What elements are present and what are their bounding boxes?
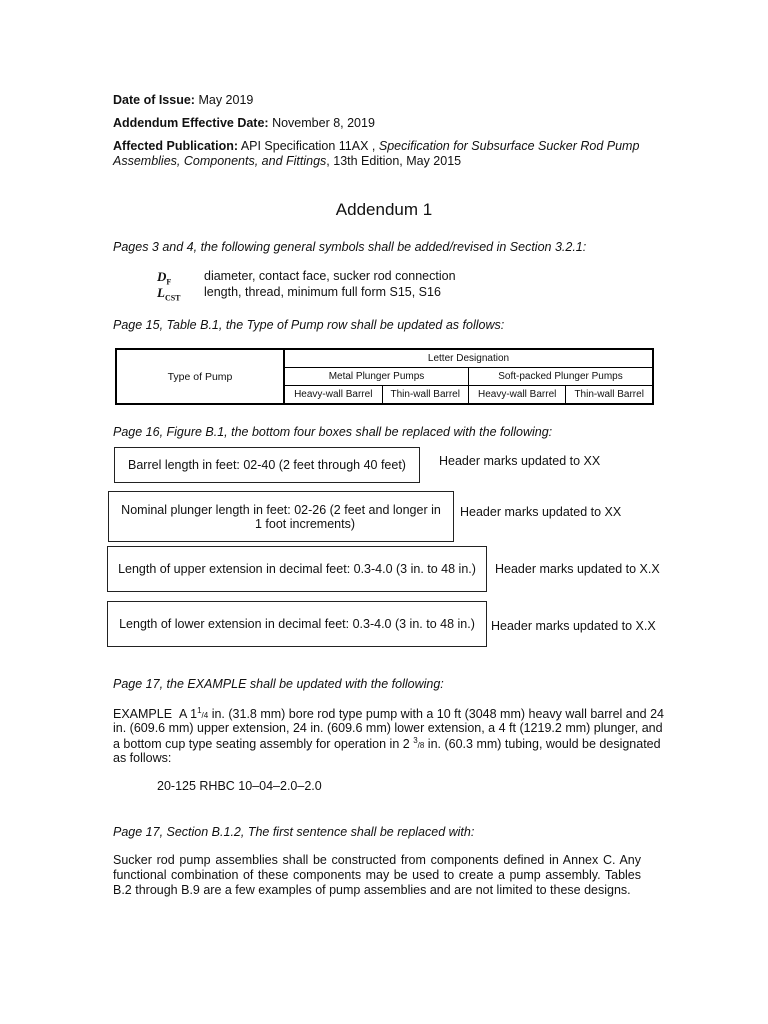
section-text: Sucker rod pump assemblies shall be constructed from components defined in Annex C. Any functional combination of these components may be used to create a pump assembly. Tables B.2 through B.9 are a few examples of pump assemblies and are not limited to these designs. bbox=[113, 853, 641, 897]
date-of-issue bbox=[113, 93, 253, 107]
effective-date bbox=[113, 116, 375, 130]
date-value: May 2019 bbox=[198, 93, 254, 107]
col-thin-wall-2: Thin-wall Barrel bbox=[566, 386, 653, 405]
col-heavy-wall-1: Heavy-wall Barrel bbox=[284, 386, 382, 405]
symbol-df-desc: diameter, contact face, sucker rod connection bbox=[204, 269, 456, 283]
pump-type-table bbox=[115, 348, 654, 405]
pump-designation: 20-125 RHBC 10–04–2.0–2.0 bbox=[157, 779, 322, 793]
table-intro: Page 15, Table B.1, the Type of Pump row shall be updated as follows: bbox=[113, 318, 505, 332]
affected-title-1: Specification for Subsurface Sucker Rod Pump bbox=[378, 139, 640, 153]
date-label: Date of Issue: bbox=[113, 93, 195, 107]
col-thin-wall-1: Thin-wall Barrel bbox=[382, 386, 468, 405]
lower-extension-note: Header marks updated to X.X bbox=[491, 619, 656, 633]
plunger-length-note: Header marks updated to XX bbox=[460, 505, 622, 519]
soft-packed-header: Soft-packed Plunger Pumps bbox=[468, 368, 653, 386]
upper-extension-box: Length of upper extension in decimal feet: 0.3-4.0 (3 in. to 48 in.) bbox=[107, 546, 487, 592]
example-intro: Page 17, the EXAMPLE shall be updated with the following: bbox=[113, 677, 444, 691]
symbol-lcst: $L_{CST}$ bbox=[157, 285, 181, 303]
metal-plunger-header: Metal Plunger Pumps bbox=[284, 368, 468, 386]
effective-label: Addendum Effective Date: bbox=[113, 116, 269, 130]
plunger-length-box: Nominal plunger length in feet: 02-26 (2 feet and longer in 1 foot increments) bbox=[108, 491, 454, 542]
affected-edition: , 13th Edition, May 2015 bbox=[326, 154, 462, 168]
figure-intro: Page 16, Figure B.1, the bottom four boxes shall be replaced with the following: bbox=[113, 425, 553, 439]
affected-publication bbox=[113, 139, 639, 153]
barrel-length-note: Header marks updated to XX bbox=[439, 454, 601, 468]
symbol-df: $D_F$ bbox=[157, 269, 172, 287]
example-line-4: as follows: bbox=[113, 751, 172, 765]
effective-value: November 8, 2019 bbox=[272, 116, 375, 130]
example-line-2: in. (609.6 mm) upper extension, 24 in. (609.6 mm) lower extension, a 4 ft (1219.2 mm) plunger, and bbox=[113, 721, 663, 735]
addendum-title: Addendum 1 bbox=[335, 200, 433, 219]
col-heavy-wall-2: Heavy-wall Barrel bbox=[468, 386, 565, 405]
upper-extension-note: Header marks updated to X.X bbox=[495, 562, 660, 576]
section-intro: Page 17, Section B.1.2, The first sentence shall be replaced with: bbox=[113, 825, 475, 839]
affected-label: Affected Publication: bbox=[113, 139, 239, 153]
affected-spec: API Specification 11AX , bbox=[240, 139, 376, 153]
barrel-length-box: Barrel length in feet: 02-40 (2 feet through 40 feet) bbox=[114, 447, 420, 483]
letter-designation-header: Letter Designation bbox=[284, 349, 653, 368]
type-of-pump-header: Type of Pump bbox=[116, 349, 284, 404]
affected-title-2: Assemblies, Components, and Fittings bbox=[113, 154, 327, 168]
symbol-lcst-desc: length, thread, minimum full form S15, S16 bbox=[204, 285, 441, 299]
symbols-intro: Pages 3 and 4, the following general symbols shall be added/revised in Section 3.2.1: bbox=[113, 240, 587, 254]
example-line-1: EXAMPLE A $1^1/4$ in. (31.8 mm) bore rod type pump with a 10 ft (3048 mm) heavy wall barrel and 24 bbox=[113, 706, 665, 722]
example-line-3: a bottom cup type seating assembly for operation in 2 $^3$/8 in. (60.3 mm) tubing, would be designated bbox=[113, 736, 661, 752]
affected-publication-cont bbox=[113, 154, 461, 168]
lower-extension-box: Length of lower extension in decimal feet: 0.3-4.0 (3 in. to 48 in.) bbox=[107, 601, 487, 647]
